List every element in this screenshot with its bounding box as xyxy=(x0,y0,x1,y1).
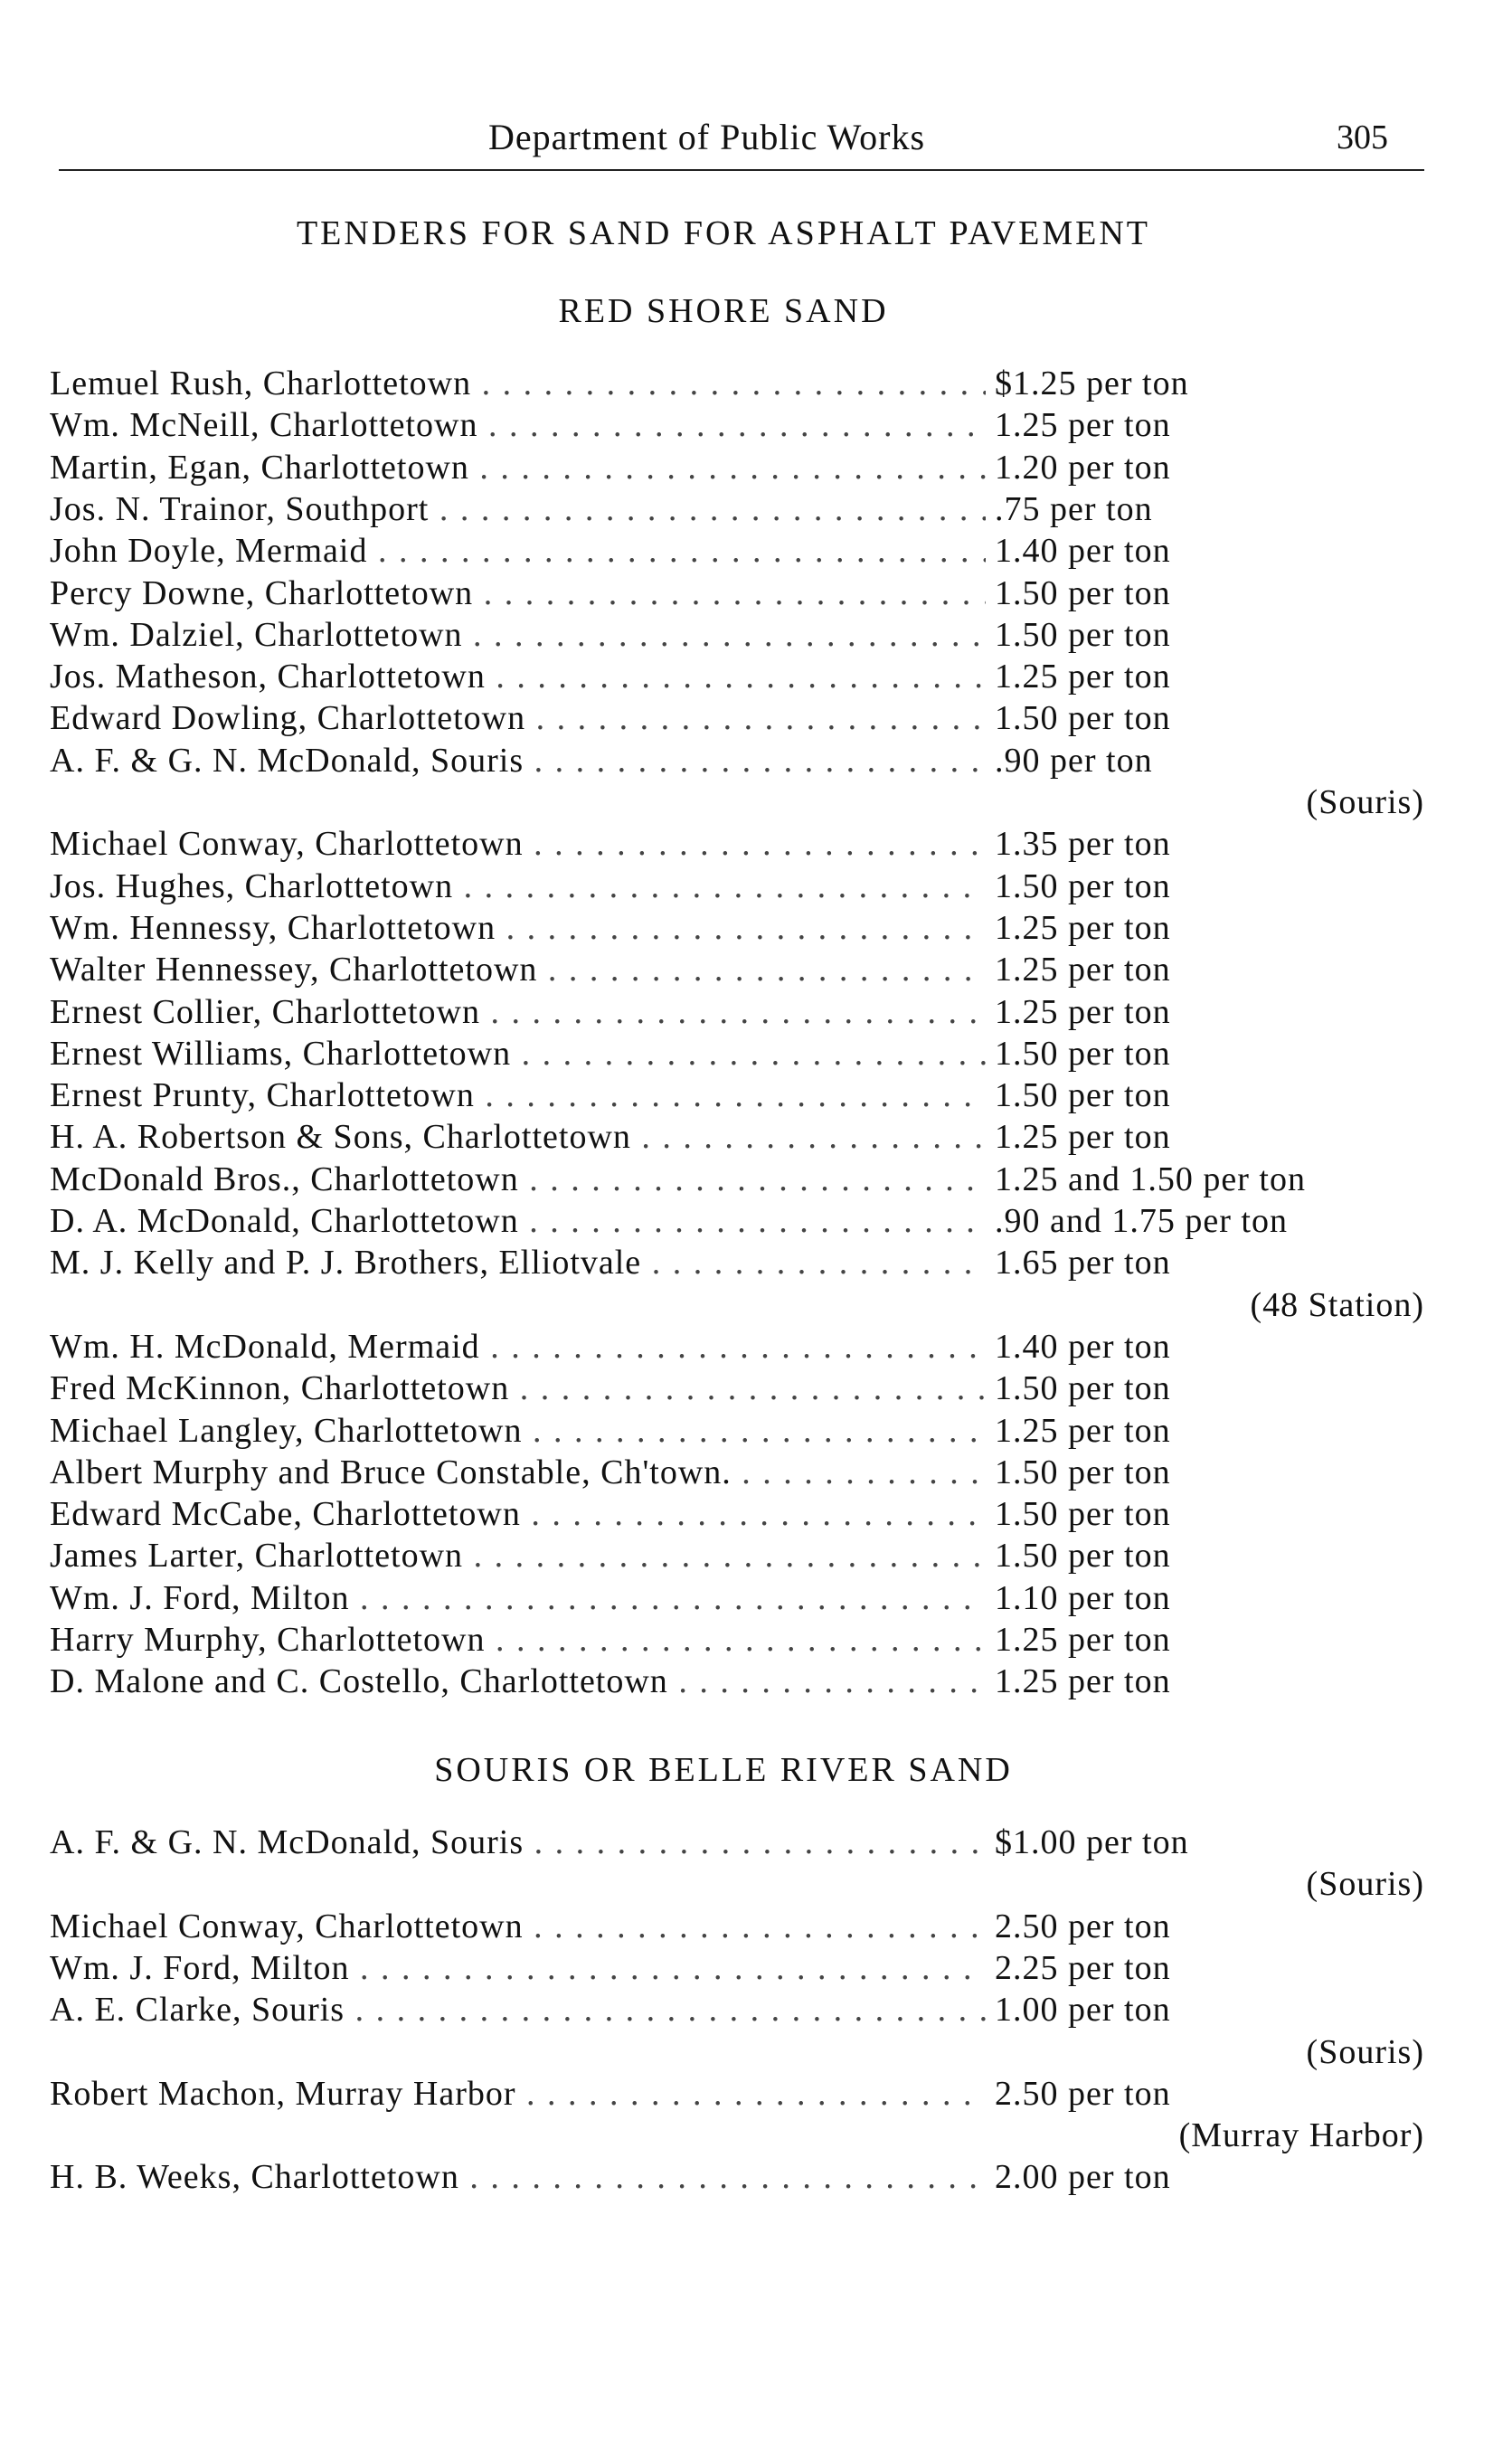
delivery-location: (Souris) xyxy=(1306,1865,1424,1904)
tender-row xyxy=(0,1494,1512,1534)
tender-price: 1.50 per ton xyxy=(995,1076,1171,1115)
tender-price: 2.50 per ton xyxy=(995,1907,1171,1945)
tender-row xyxy=(0,2074,1512,2114)
tender-row xyxy=(0,364,1512,403)
tender-row xyxy=(0,2157,1512,2197)
tenderer-name: Robert Machon, Murray Harbor . . . xyxy=(50,2074,986,2114)
tender-row xyxy=(0,950,1512,989)
tenderer-name: Ernest Prunty, Charlottetown . . . xyxy=(50,1075,986,1115)
tender-price: 1.50 per ton xyxy=(995,699,1171,738)
delivery-location: (48 Station) xyxy=(1250,1285,1424,1324)
tender-price: 1.25 per ton xyxy=(995,406,1171,445)
tenderer-name: John Doyle, Mermaid . . . xyxy=(50,531,986,571)
tenderer-name: H. B. Weeks, Charlottetown . . . xyxy=(50,2157,986,2197)
page-header xyxy=(0,116,1512,170)
tender-price: 1.40 per ton xyxy=(995,532,1171,571)
tenderer-name: Fred McKinnon, Charlottetown . . . xyxy=(50,1368,986,1408)
tender-row xyxy=(0,741,1512,781)
tenderer-name: A. F. & G. N. McDonald, Souris . . . xyxy=(50,1822,986,1862)
header-rule xyxy=(59,169,1424,171)
tender-price: 1.50 per ton xyxy=(995,1369,1171,1408)
tenderer-name: M. J. Kelly and P. J. Brothers, Elliotvale . . . xyxy=(50,1243,986,1283)
tender-row xyxy=(0,1117,1512,1157)
delivery-location: (Souris) xyxy=(1306,2032,1424,2071)
tender-price: 1.50 per ton xyxy=(995,573,1171,612)
tender-price: $1.00 per ton xyxy=(995,1823,1189,1861)
tenderer-name: Lemuel Rush, Charlottetown . . . xyxy=(50,364,986,403)
tender-price: 1.50 per ton xyxy=(995,1453,1171,1491)
tender-row xyxy=(0,615,1512,655)
tender-price: 1.40 per ton xyxy=(995,1327,1171,1366)
tender-price: 2.25 per ton xyxy=(995,1948,1171,1987)
tenderer-name: Albert Murphy and Bruce Constable, Ch'town. . . . xyxy=(50,1453,986,1492)
tender-row xyxy=(0,1201,1512,1241)
tender-row xyxy=(0,1411,1512,1451)
tender-row xyxy=(0,489,1512,529)
tender-row xyxy=(0,1327,1512,1367)
tender-row xyxy=(0,531,1512,571)
tender-price: 1.35 per ton xyxy=(995,825,1171,864)
tender-row xyxy=(0,698,1512,738)
tenderer-name: Wm. H. McDonald, Mermaid . . . xyxy=(50,1327,986,1367)
tenderer-name: Ernest Collier, Charlottetown . . . xyxy=(50,992,986,1032)
tender-price: 1.25 per ton xyxy=(995,1118,1171,1157)
tenderer-name: Martin, Egan, Charlottetown . . . xyxy=(50,448,986,487)
tender-row xyxy=(0,1822,1512,1862)
running-title: Department of Public Works xyxy=(488,117,926,157)
tender-price: 1.25 per ton xyxy=(995,658,1171,696)
tender-price: 1.10 per ton xyxy=(995,1578,1171,1617)
tender-price: 1.25 per ton xyxy=(995,908,1171,947)
delivery-location: (Murray Harbor) xyxy=(1178,2116,1424,2155)
tender-row xyxy=(0,657,1512,696)
tender-row xyxy=(0,1907,1512,1946)
tender-row xyxy=(0,1159,1512,1199)
tender-price: .90 per ton xyxy=(995,741,1153,780)
tender-row xyxy=(0,573,1512,613)
tenderer-name: D. Malone and C. Costello, Charlottetown . . . xyxy=(50,1661,986,1701)
tenderer-name: Edward Dowling, Charlottetown . . . xyxy=(50,698,986,738)
tender-price: .90 and 1.75 per ton xyxy=(995,1202,1288,1240)
tenderer-name: Ernest Williams, Charlottetown . . . xyxy=(50,1034,986,1074)
tender-row xyxy=(0,866,1512,906)
tenderer-name: A. F. & G. N. McDonald, Souris . . . xyxy=(50,741,986,781)
tender-row xyxy=(0,1243,1512,1283)
tenderer-name: Wm. J. Ford, Milton . . . xyxy=(50,1948,986,1988)
tenderer-name: Jos. N. Trainor, Southport . . . xyxy=(50,489,986,529)
tenderer-name: Walter Hennessey, Charlottetown . . . xyxy=(50,950,986,989)
tender-price: 1.50 per ton xyxy=(995,1537,1171,1576)
tender-row xyxy=(0,992,1512,1032)
tender-price: 1.65 per ton xyxy=(995,1244,1171,1283)
tender-price: 1.50 per ton xyxy=(995,866,1171,905)
tenderer-name: Michael Conway, Charlottetown . . . xyxy=(50,1907,986,1946)
red-shore-heading: RED SHORE SAND xyxy=(558,292,889,330)
tender-price: 1.00 per ton xyxy=(995,1991,1171,2030)
tenderer-name: Jos. Hughes, Charlottetown . . . xyxy=(50,866,986,906)
tenderer-name: Wm. J. Ford, Milton . . . xyxy=(50,1578,986,1618)
tender-row xyxy=(0,1034,1512,1074)
tender-price: 1.50 per ton xyxy=(995,615,1171,654)
tenderer-name: D. A. McDonald, Charlottetown . . . xyxy=(50,1201,986,1241)
tenderer-name: Wm. Dalziel, Charlottetown . . . xyxy=(50,615,986,655)
tender-price: 1.20 per ton xyxy=(995,448,1171,487)
tenderer-name: Harry Murphy, Charlottetown . . . xyxy=(50,1620,986,1660)
tenderer-name: Percy Downe, Charlottetown . . . xyxy=(50,573,986,613)
tender-row xyxy=(0,1620,1512,1660)
tender-row xyxy=(0,1536,1512,1576)
tenderer-name: Wm. McNeill, Charlottetown . . . xyxy=(50,405,986,445)
tender-price: 1.25 per ton xyxy=(995,1662,1171,1701)
tender-row xyxy=(0,1990,1512,2030)
tenderer-name: Jos. Matheson, Charlottetown . . . xyxy=(50,657,986,696)
tender-price: 1.25 per ton xyxy=(995,992,1171,1031)
tenderer-name: Edward McCabe, Charlottetown . . . xyxy=(50,1494,986,1534)
tenderer-name: H. A. Robertson & Sons, Charlottetown . . . xyxy=(50,1117,986,1157)
main-heading: TENDERS FOR SAND FOR ASPHALT PAVEMENT xyxy=(296,214,1151,252)
souris-heading: SOURIS OR BELLE RIVER SAND xyxy=(434,1751,1013,1789)
tenderer-name: McDonald Bros., Charlottetown . . . xyxy=(50,1159,986,1199)
tenderer-name: Wm. Hennessy, Charlottetown . . . xyxy=(50,908,986,948)
tender-price: 1.25 per ton xyxy=(995,1411,1171,1450)
tender-price: .75 per ton xyxy=(995,489,1153,528)
tender-price: 1.25 per ton xyxy=(995,1621,1171,1659)
tender-price: 1.25 and 1.50 per ton xyxy=(995,1159,1306,1198)
tenderer-name: A. E. Clarke, Souris . . . xyxy=(50,1990,986,2030)
tender-price: 2.50 per ton xyxy=(995,2074,1171,2113)
tenderer-name: Michael Conway, Charlottetown . . . xyxy=(50,824,986,864)
delivery-location: (Souris) xyxy=(1306,783,1424,821)
tender-row xyxy=(0,1453,1512,1492)
tender-row xyxy=(0,448,1512,487)
tender-row xyxy=(0,908,1512,948)
tender-row xyxy=(0,1661,1512,1701)
tender-price: 1.50 per ton xyxy=(995,1034,1171,1073)
tender-row xyxy=(0,1948,1512,1988)
tenderer-name: Michael Langley, Charlottetown . . . xyxy=(50,1411,986,1451)
page-number: 305 xyxy=(1337,118,1388,156)
tender-price: 1.25 per ton xyxy=(995,951,1171,989)
tender-row xyxy=(0,1368,1512,1408)
tender-row xyxy=(0,1578,1512,1618)
tender-price: 1.50 per ton xyxy=(995,1495,1171,1534)
tender-row xyxy=(0,405,1512,445)
tender-row xyxy=(0,1075,1512,1115)
tenderer-name: James Larter, Charlottetown . . . xyxy=(50,1536,986,1576)
tender-row xyxy=(0,824,1512,864)
tender-price: $1.25 per ton xyxy=(995,364,1189,402)
tender-price: 2.00 per ton xyxy=(995,2158,1171,2197)
